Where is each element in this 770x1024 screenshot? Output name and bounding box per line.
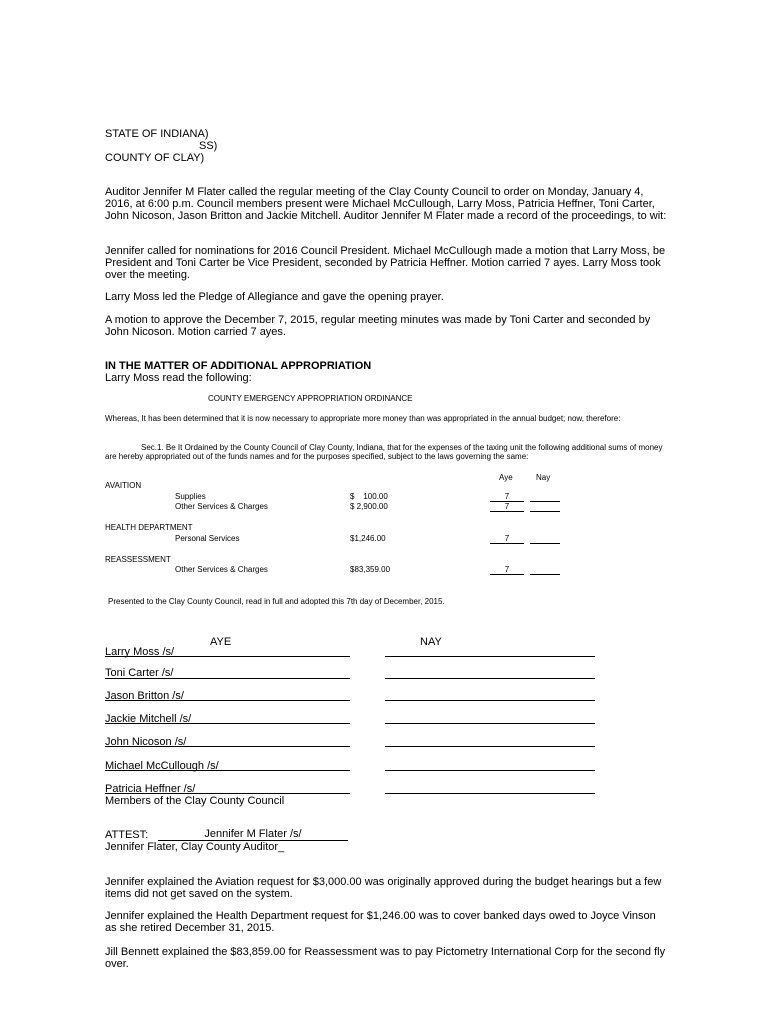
item-amount: $ 100.00: [350, 492, 388, 501]
aye-signature-line: [105, 770, 350, 771]
aye-vote: 7: [490, 534, 524, 544]
aye-vote: 7: [490, 502, 524, 512]
signer-name: John Nicoson /s/: [105, 736, 187, 748]
nay-signature-line: [385, 656, 595, 657]
presented-statement: Presented to the Clay County Council, read in full and adopted this 7th day of December, 2015.: [108, 597, 445, 606]
aye-vote: 7: [490, 565, 524, 575]
aye-signature-line: [105, 656, 350, 657]
ordinance-title: COUNTY EMERGENCY APPROPRIATION ORDINANCE: [208, 394, 413, 403]
nay-signature-line: [385, 723, 595, 724]
aye-vote: 7: [490, 492, 524, 502]
aye-label: AYE: [210, 636, 232, 648]
group-name: HEALTH DEPARTMENT: [105, 523, 193, 532]
signer-name: Jason Britton /s/: [105, 690, 184, 702]
members-caption: Members of the Clay County Council: [105, 795, 285, 807]
nay-signature-line: [385, 770, 595, 771]
paragraph-reassessment-request: Jill Bennett explained the $83,859.00 for Reassessment was to pay Pictometry International Corp for the second fly over.: [105, 946, 666, 970]
nay-column-header: Nay: [536, 473, 551, 482]
item-amount: $1,246.00: [350, 534, 386, 543]
paragraph-nominations: Jennifer called for nominations for 2016 Council President. Michael McCullough made a motion that Larry Moss, be President and Toni Carter be Vice President, seconded by Patricia Heffner. Motion carried 7 ayes. Larry Moss took over the meeting.: [105, 245, 666, 281]
item-label: Personal Services: [175, 534, 240, 543]
paragraph-aviation-request: Jennifer explained the Aviation request for $3,000.00 was originally approved during the budget hearings but a few items did not get saved on the system.: [105, 876, 662, 900]
auditor-caption: Jennifer Flater, Clay County Auditor_: [105, 841, 285, 853]
nay-signature-line: [385, 678, 595, 679]
read-line: Larry Moss read the following:: [105, 372, 252, 384]
state-caption: STATE OF INDIANA): [105, 128, 209, 140]
item-amount: $83,359.00: [350, 565, 391, 574]
nay-label: NAY: [420, 636, 442, 648]
nay-signature-line: [385, 746, 595, 747]
nay-signature-line: [385, 793, 595, 794]
aye-column-header: Aye: [499, 473, 513, 482]
aye-signature-line: [105, 678, 350, 679]
group-name: AVAITION: [105, 481, 142, 490]
signer-name: Toni Carter /s/: [105, 667, 174, 679]
ss-caption: SS): [199, 140, 218, 152]
paragraph-pledge: Larry Moss led the Pledge of Allegiance and gave the opening prayer.: [105, 291, 444, 303]
aye-signature-line: [105, 723, 350, 724]
paragraph-health-request: Jennifer explained the Health Department request for $1,246.00 was to cover banked days owed to Joyce Vinson as she retired December 31, 2015.: [105, 910, 656, 934]
signer-name: Patricia Heffner /s/: [105, 783, 196, 795]
aye-signature-line: [105, 700, 350, 701]
nay-vote: [530, 534, 560, 544]
signer-name: Jackie Mitchell /s/: [105, 713, 192, 725]
item-label: Other Services & Charges: [175, 565, 268, 574]
section-heading: IN THE MATTER OF ADDITIONAL APPROPRIATION: [105, 360, 372, 372]
signer-name: Larry Moss /s/: [105, 646, 175, 658]
ordinance-section-1: Sec.1. Be It Ordained by the County Council of Clay County, Indiana, that for the expenses of the taxing unit the following additional sums of money are hereby appropriated out of the funds names and for the purposes specified, subject to the laws governing the same:: [105, 443, 663, 461]
nay-vote: [530, 492, 560, 502]
paragraph-call-to-order: Auditor Jennifer M Flater called the regular meeting of the Clay County Council to order on Monday, January 4, 2016, at 6:00 p.m. Council members present were Michael McCullough, Larry Moss, Patricia Heffner, Toni Carter, John Nicoson, Jason Britton and Jackie Mitchell. Auditor Jennifer M Flater made a record of the proceedings, to wit:: [105, 186, 667, 222]
group-name: REASSESSMENT: [105, 555, 171, 564]
aye-signature-line: [105, 746, 350, 747]
aye-signature-line: [105, 793, 350, 794]
attest-label: ATTEST:: [105, 829, 149, 841]
item-amount: $ 2,900.00: [350, 502, 388, 511]
attest-signature: Jennifer M Flater /s/: [158, 829, 348, 841]
ordinance-whereas: Whereas, It has been determined that it is now necessary to appropriate more money than was appropriated in the annual budget; now, therefore:: [105, 414, 621, 423]
county-caption: COUNTY OF CLAY): [105, 152, 205, 164]
paragraph-minutes-approval: A motion to approve the December 7, 2015, regular meeting minutes was made by Toni Carter and seconded by John Nicoson. Motion carried 7 ayes.: [105, 314, 651, 338]
nay-vote: [530, 565, 560, 575]
signer-name: Michael McCullough /s/: [105, 760, 219, 772]
nay-signature-line: [385, 700, 595, 701]
item-label: Other Services & Charges: [175, 502, 268, 511]
item-label: Supplies: [175, 492, 206, 501]
nay-vote: [530, 502, 560, 512]
